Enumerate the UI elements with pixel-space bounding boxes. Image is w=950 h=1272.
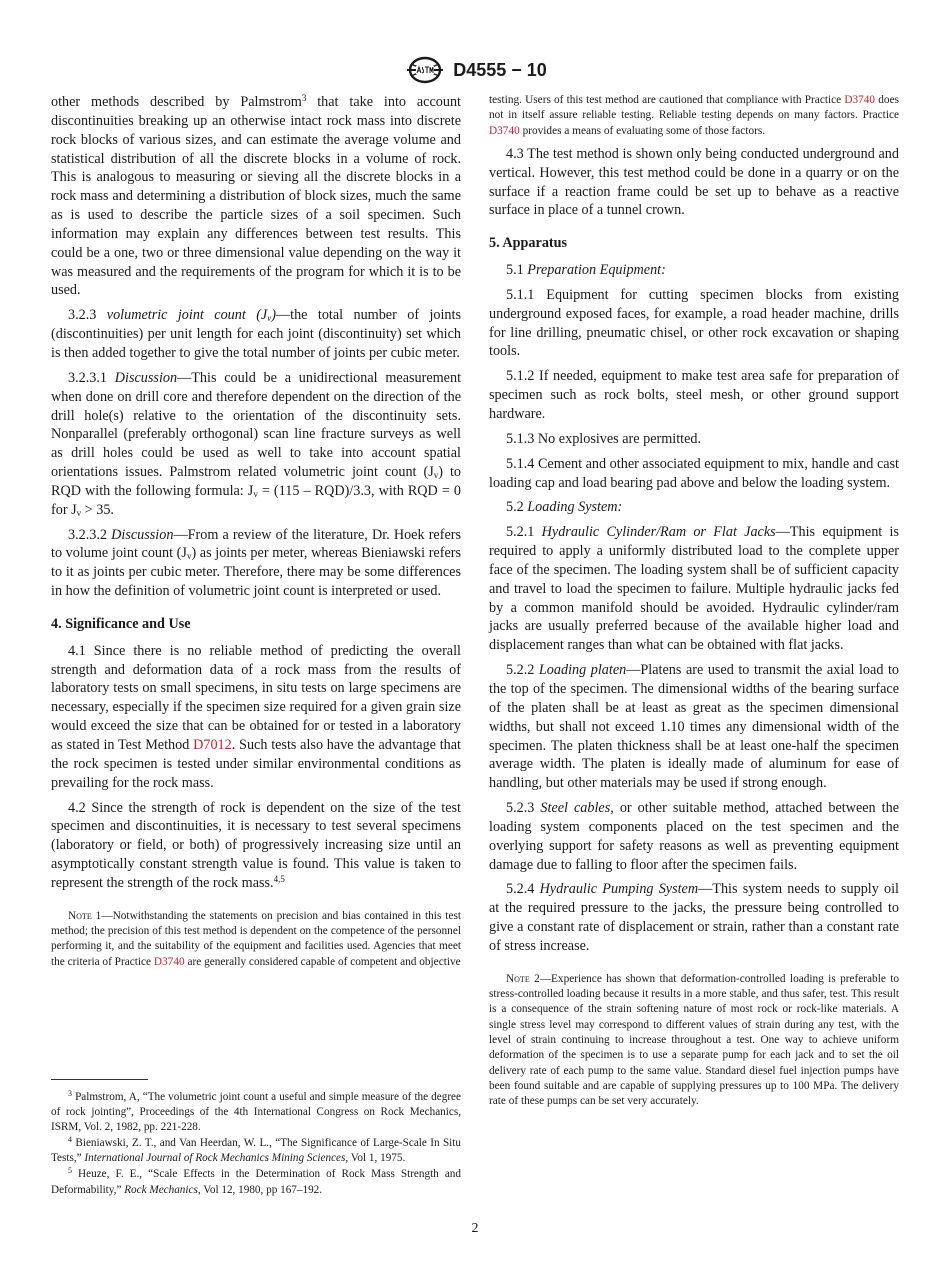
paragraph-4-2: 4.2 Since the strength of rock is dependent on the size of the test specimen and discontinuities, it is necessary to test several specimens (laboratory or field, or both) of progressively increasing size until an asymptotically constant strength value is found. This value is taken to represent the strength of the rock mass.$^{4,5}$ <box>51 799 461 891</box>
footnote-5: $^5$ Heuze, F. E., “Scale Effects in the Determination of Rock Mass Strength and Deformability,” Rock Mechanics, Vol 12, 1980, pp 167–192. <box>51 1166 461 1196</box>
paragraph-5-1-2: 5.1.2 If needed, equipment to make test area safe for preparation of specimen such as rock bolts, steel mesh, or other ground support hardware. <box>489 368 899 423</box>
paragraph-4-3: 4.3 The test method is shown only being conducted underground and vertical. However, this test method could be done in a quarry or on the surface if a reaction frame could be set up to behave as a reactive surface in place of a tunnel crown. <box>489 145 899 219</box>
paragraph-5-1-1: 5.1.1 Equipment for cutting specimen blocks from existing underground exposed faces, for example, a road header machine, drills for line drilling, pneumatic chisel, or other rock excavation or shaping tools. <box>489 286 899 360</box>
link-d3740[interactable]: D3740 <box>153 955 185 968</box>
footnote-4: $^4$ Bieniawski, Z. T., and Van Heerdan, W. L., “The Significance of Large-Scale In Situ Tests,” International Journal of Rock Mechanics Mining Sciences, Vol 1, 1975. <box>51 1135 461 1165</box>
paragraph-5-2-4: 5.2.4 Hydraulic Pumping System—This system needs to supply oil at the required pressure to the jacks, the pressure being controlled to give a constant rate of displacement or strain, rather than a constant rate of stress increase. <box>489 881 899 954</box>
footnote-divider <box>51 1079 148 1080</box>
page-header <box>0 56 950 84</box>
paragraph-5-1-4: 5.1.4 Cement and other associated equipment to mix, handle and cast loading cap and load bearing pad above and below the loading system. <box>489 455 899 491</box>
right-column <box>489 93 899 1109</box>
left-column <box>51 93 461 970</box>
note-2: Note 2—Experience has shown that deformation-controlled loading is preferable to stress-controlled loading because it results in a more stable, and thus safer, test. This result is a consequence of the strain softening nature of most rock or rock-like materials. A single stress level may correspond to different values of strain during any test, with the level of strain continuing to increase throughout a test. One way to achieve uniform deformation of the specimen is to use a separate pump for each jack and to set the oil delivery rate of each pump to the same value. Standard diesel fuel injection pumps have been found suitable and are capable of supplying pressures up to 100 MPa. The delivery rate of these pumps can be set very accurately. <box>489 972 900 1108</box>
paragraph-5-2-1: 5.2.1 Hydraulic Cylinder/Ram or Flat Jacks—This equipment is required to apply a uniformly distributed load to the complete upper face of the specimen. The loading system shall be of sufficient capacity and travel to load the specimen to failure. Multiple hydraulic jacks fed by a common manifold should be avoided. Hydraulic cylinder/ram jacks are usually preferred because of the available higher load and displacement ranges than what can be obtained with flat jacks. <box>489 524 899 654</box>
link-d7012[interactable]: D7012 <box>193 737 232 753</box>
section-heading-4: 4. Significance and Use <box>51 615 191 632</box>
section-heading-5: 5. Apparatus <box>489 235 568 252</box>
footnotes <box>51 1079 461 1199</box>
link-d3740[interactable]: D3740 <box>489 124 520 137</box>
paragraph-5-2: 5.2 Loading System: <box>506 499 623 516</box>
designation-code: D4555 − 10 <box>453 59 547 80</box>
paragraph-4-1: 4.1 Since there is no reliable method of predicting the overall strength and deformation data of a rock mass from the results of laboratory tests on small specimens, in situ tests on large specimens are necessary, especially if the specimen size required for a given grain size would exceed the size that can be obtained for or tested in a laboratory as stated in Test Method D7012. Such tests also have the advantage that the rock specimen is tested under similar environmental conditions as prevailing for the rock mass. <box>51 642 461 791</box>
paragraph-palmstrom-continued: other methods described by Palmstrom$^3$ that take into account discontinuities breaking up an otherwise intact rock mass into discrete rock blocks of various sizes, and can estimate the average volume and statistical distribution of all the discrete blocks in a volume of rock. This is analogous to measuring or sieving all the discrete blocks in a rock mass and determining a distribution of block sizes, much the same as is used to describe the particle sizes of a soil specimen. Such information may explain any differences between test results. This could be a one, two or three dimensional value depending on the way it was measured and the requirements of the program for which it is to be used. <box>51 93 461 299</box>
paragraph-5-1-3: 5.1.3 No explosives are permitted. <box>506 430 702 447</box>
paragraph-5-1: 5.1 Preparation Equipment: <box>506 262 666 279</box>
paragraph-3-2-3-1: 3.2.3.1 Discussion—This could be a unidirectional measurement when done on drill core and therefore dependent on the direction of the drill hole(s) relative to the orientation of the discontinuity sets. Nonparallel (preferably orthogonal) scan line fracture surveys as well as drill holes could be used as well to take into account spatial orientations issues. Palmstrom related volumetric joint count $(J_v)$ to RQD with the following formula: $J_v = (115 - RQD)/3.3$, with RQD = 0 for $J_v > 35$. <box>51 369 462 518</box>
paragraph-3-2-3: 3.2.3 volumetric joint count $(J_v)—the$ total number of joints (discontinuities) per unit length for each joint (discontinuity) set which is then added together to give the total number of joints per cubic meter. <box>51 307 461 361</box>
note-1: Note 1—Notwithstanding the statements on precision and bias contained in this test method; the precision of this test method is dependent on the competence of the personnel performing it, and the suitability of the equipment and facilities used. Agencies that meet the criteria of Practice D3740 are generally considered capable of competent and objective <box>51 909 461 968</box>
paragraph-5-2-2: 5.2.2 Loading platen—Platens are used to transmit the axial load to the top of the specimen. The dimensional widths of the bearing surface of the platen shall be at least as great as the specimen dimensional widths, but shall not exceed 1.10 times any dimensional width of the specimen. The platen thickness shall be at least one-half the specimen average width. The platen is ideally made of aluminum for ease of handling, but other materials may be used if strong enough. <box>489 662 899 792</box>
link-d3740[interactable]: D3740 <box>844 94 876 106</box>
footnote-3: $^3$ Palmstrom, A, “The volumetric joint count a useful and simple measure of the degree of rock jointing”, Proceedings of the 4th International Congress on Rock Mechanics, ISRM, Vol. 2, 1982, pp. 221-228. <box>51 1089 461 1134</box>
astm-logo-icon <box>403 56 447 84</box>
page-number: 2 <box>471 1221 479 1236</box>
note-1-continued: testing. Users of this test method are cautioned that compliance with Practice D3740 does not in itself assure reliable testing. Reliable testing depends on many factors. Practice D3740 provides a means of evaluating some of those factors. <box>489 94 899 137</box>
paragraph-5-2-3: 5.2.3 Steel cables, or other suitable method, attached between the loading system components placed on the test specimen and the overlying support for safety reasons as well as preventing equipment damage due to falling to floor after the specimen fails. <box>489 800 900 873</box>
paragraph-3-2-3-2: 3.2.3.2 Discussion—From a review of the literature, Dr. Hoek refers to volume joint count $(J_v)$ as joints per meter, whereas Bieniawski refers to it as joints per cubic meter. Therefore, there may be some differences in how the definition of volumetric joint count is interpreted or used. <box>51 526 462 600</box>
